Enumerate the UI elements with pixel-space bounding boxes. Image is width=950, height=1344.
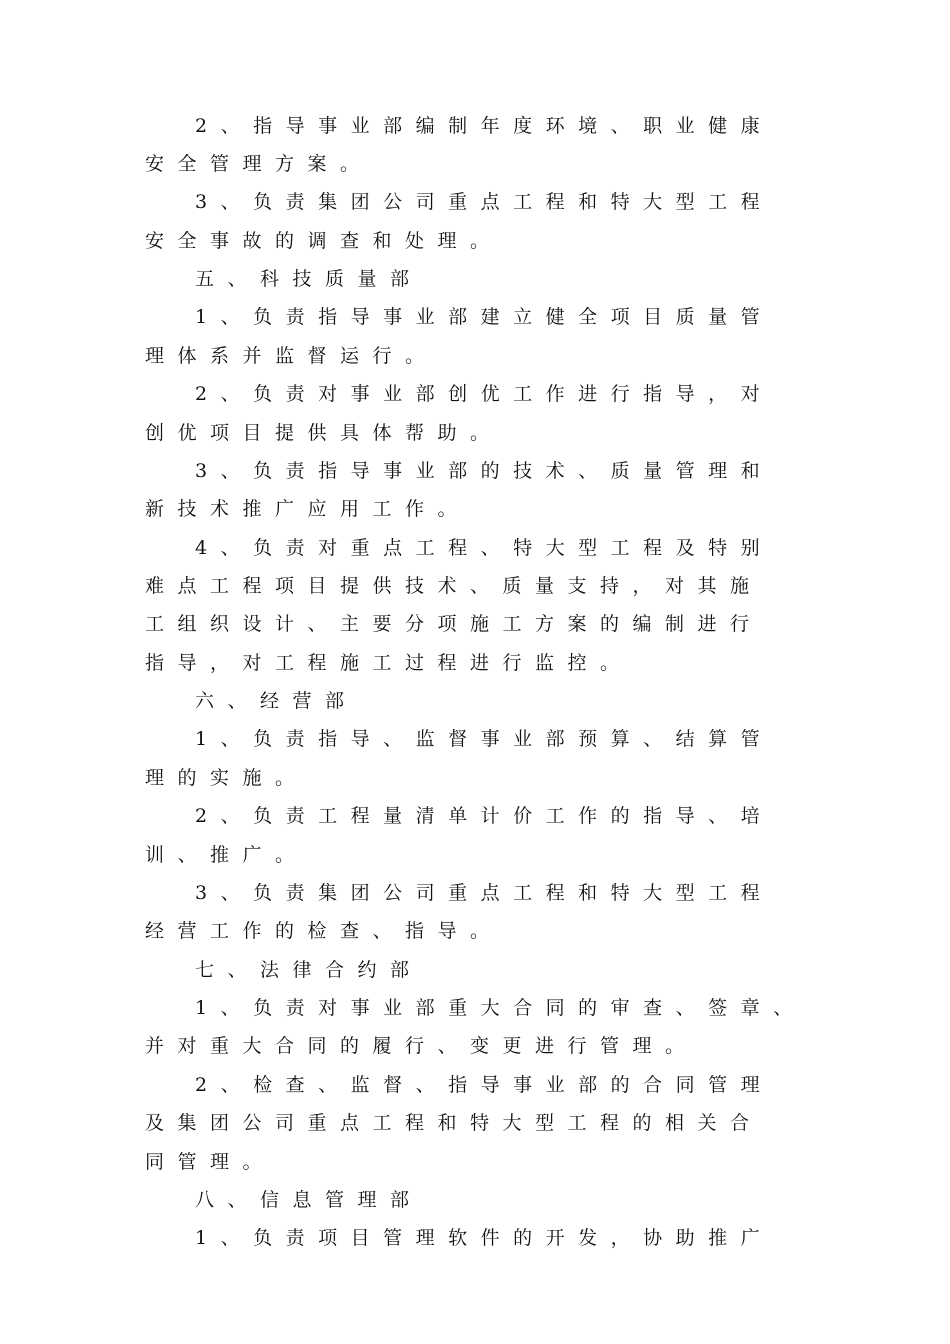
paragraph-line: 安全管理方案。 [145,153,373,175]
section-heading: 七、法律合约部 [195,959,423,981]
paragraph-line: 及集团公司重点工程和特大型工程的相关合 [145,1112,763,1134]
paragraph-line: 1、负责对事业部重大合同的审查、签章、 [195,997,806,1019]
paragraph-line: 理体系并监督运行。 [145,345,438,367]
paragraph-line: 理的实施。 [145,767,308,789]
paragraph-line: 2、负责工程量清单计价工作的指导、培 [195,805,774,827]
section-heading: 六、经营部 [195,690,358,712]
paragraph-line: 2、指导事业部编制年度环境、职业健康 [195,115,774,137]
paragraph-line: 1、负责指导、监督事业部预算、结算管 [195,728,774,750]
paragraph-line: 安全事故的调查和处理。 [145,230,503,252]
paragraph-line: 2、负责对事业部创优工作进行指导，对 [195,383,774,405]
paragraph-line: 工组织设计、主要分项施工方案的编制进行 [145,613,763,635]
paragraph-line: 新技术推广应用工作。 [145,498,471,520]
paragraph-line: 创优项目提供具体帮助。 [145,422,503,444]
paragraph-line: 难点工程项目提供技术、质量支持，对其施 [145,575,763,597]
paragraph-line: 经营工作的检查、指导。 [145,920,503,942]
paragraph-line: 1、负责指导事业部建立健全项目质量管 [195,306,774,328]
paragraph-line: 指导，对工程施工过程进行监控。 [145,652,633,674]
paragraph-line: 1、负责项目管理软件的开发，协助推广 [195,1227,774,1249]
paragraph-line: 3、负责集团公司重点工程和特大型工程 [195,882,774,904]
section-heading: 五、科技质量部 [195,268,423,290]
paragraph-line: 训、推广。 [145,844,308,866]
paragraph-line: 2、检查、监督、指导事业部的合同管理 [195,1074,774,1096]
paragraph-line: 同管理。 [145,1151,276,1173]
paragraph-line: 4、负责对重点工程、特大型工程及特别 [195,537,774,559]
section-heading: 八、信息管理部 [195,1189,423,1211]
paragraph-line: 3、负责集团公司重点工程和特大型工程 [195,191,774,213]
paragraph-line: 并对重大合同的履行、变更进行管理。 [145,1035,698,1057]
paragraph-line: 3、负责指导事业部的技术、质量管理和 [195,460,774,482]
